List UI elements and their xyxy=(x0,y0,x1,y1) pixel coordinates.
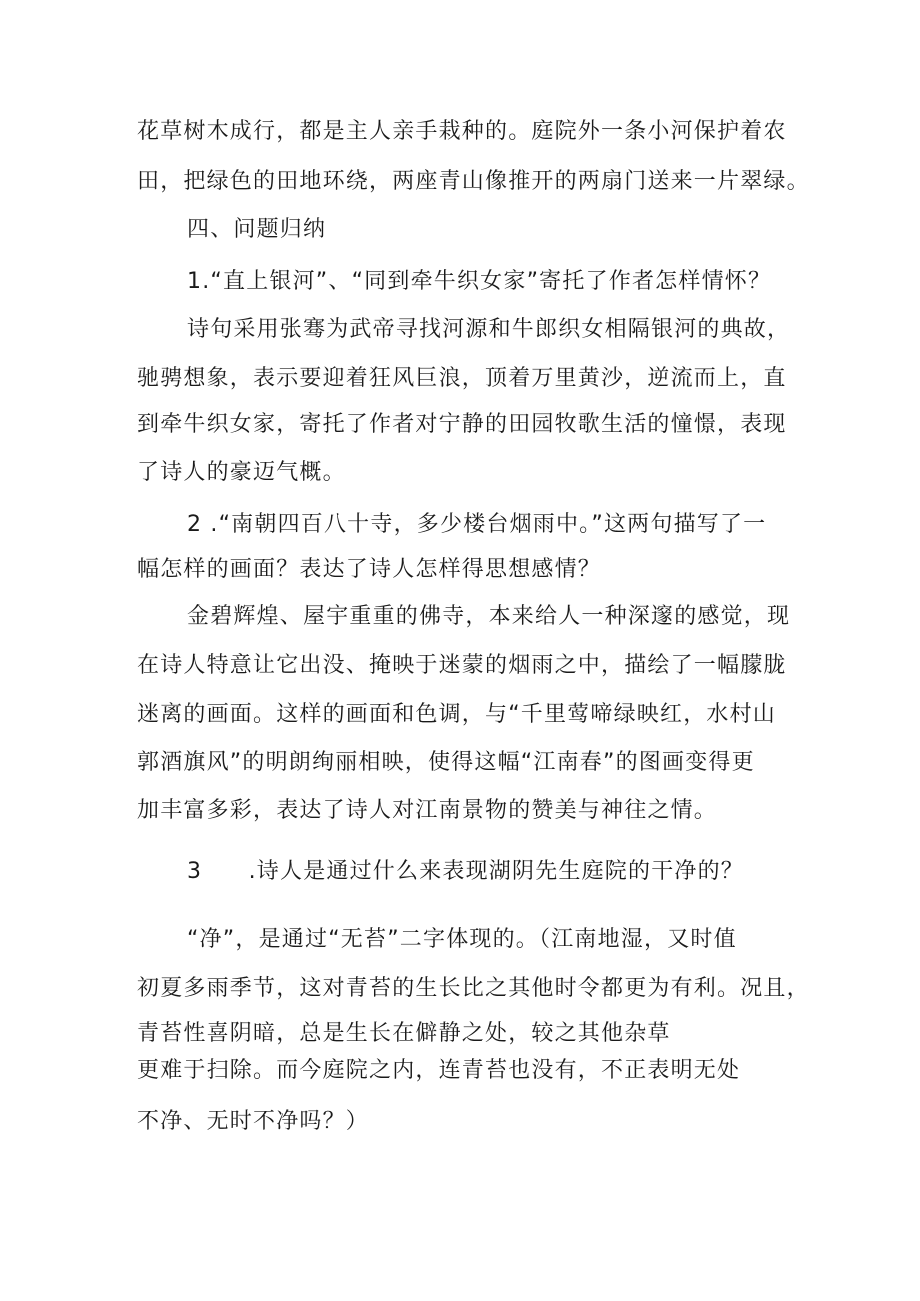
question-2: 2 .“南朝四百八十寺，多少楼台烟雨中。”这两句描写了一 xyxy=(187,512,767,537)
answer-text-line: 初夏多雨季节，这对青苔的生长比之其他时令都更为有利。况且， xyxy=(137,976,810,1001)
answer-text-line: 驰骋想象，表示要迎着狂风巨浪，顶着万里黄沙，逆流而上，直 xyxy=(137,366,787,391)
question-2-continued: 幅怎样的画面？表达了诗人怎样得思想感情？ xyxy=(137,557,602,582)
text-line: 田，把绿色的田地环绕，两座青山像推开的两扇门送来一片翠绿。 xyxy=(137,169,810,194)
question-1: 1.“直上银河”、“同到牵牛织女家”寄托了作者怎样情怀？ xyxy=(187,269,772,294)
answer-text-line: 到牵牛织女家，寄托了作者对宁静的田园牧歌生活的憧憬，表现 xyxy=(137,412,787,437)
answer-text-line: 诗句采用张骞为武帝寻找河源和牛郎织女相隔银河的典故， xyxy=(187,317,791,342)
answer-text-line: “净”，是通过“无苔”二字体现的。（江南地湿，又时值 xyxy=(187,927,737,952)
section-heading: 四、问题归纳 xyxy=(187,217,327,242)
answer-text-line: 不净、无时不净吗？） xyxy=(137,1109,370,1134)
answer-text-line: 金碧辉煌、屋宇重重的佛寺，本来给人一种深邃的感觉，现 xyxy=(187,604,791,629)
answer-text-line: 在诗人特意让它出没、掩映于迷蒙的烟雨之中，描绘了一幅朦胧 xyxy=(137,653,787,678)
answer-text-line: 迷离的画面。这样的画面和色调，与“千里莺啼绿映红，水村山 xyxy=(137,702,776,727)
answer-text-line: 加丰富多彩，表达了诗人对江南景物的赞美与神往之情。 xyxy=(137,798,718,823)
question-3: 3 .诗人是通过什么来表现湖阴先生庭院的干净的？ xyxy=(187,859,744,884)
answer-text-line: 了诗人的豪迈气概。 xyxy=(137,460,346,485)
answer-text-line: 更难于扫除。而今庭院之内，连青苔也没有，不正表明无处 xyxy=(137,1058,741,1083)
answer-text-line: 郭酒旗风”的明朗绚丽相映，使得这幅“江南春”的图画变得更 xyxy=(137,750,755,775)
text-line: 花草树木成行，都是主人亲手栽种的。庭院外一条小河保护着农 xyxy=(137,119,787,144)
answer-text-line: 青苔性喜阴暗，总是生长在僻静之处，较之其他杂草 xyxy=(137,1021,671,1046)
